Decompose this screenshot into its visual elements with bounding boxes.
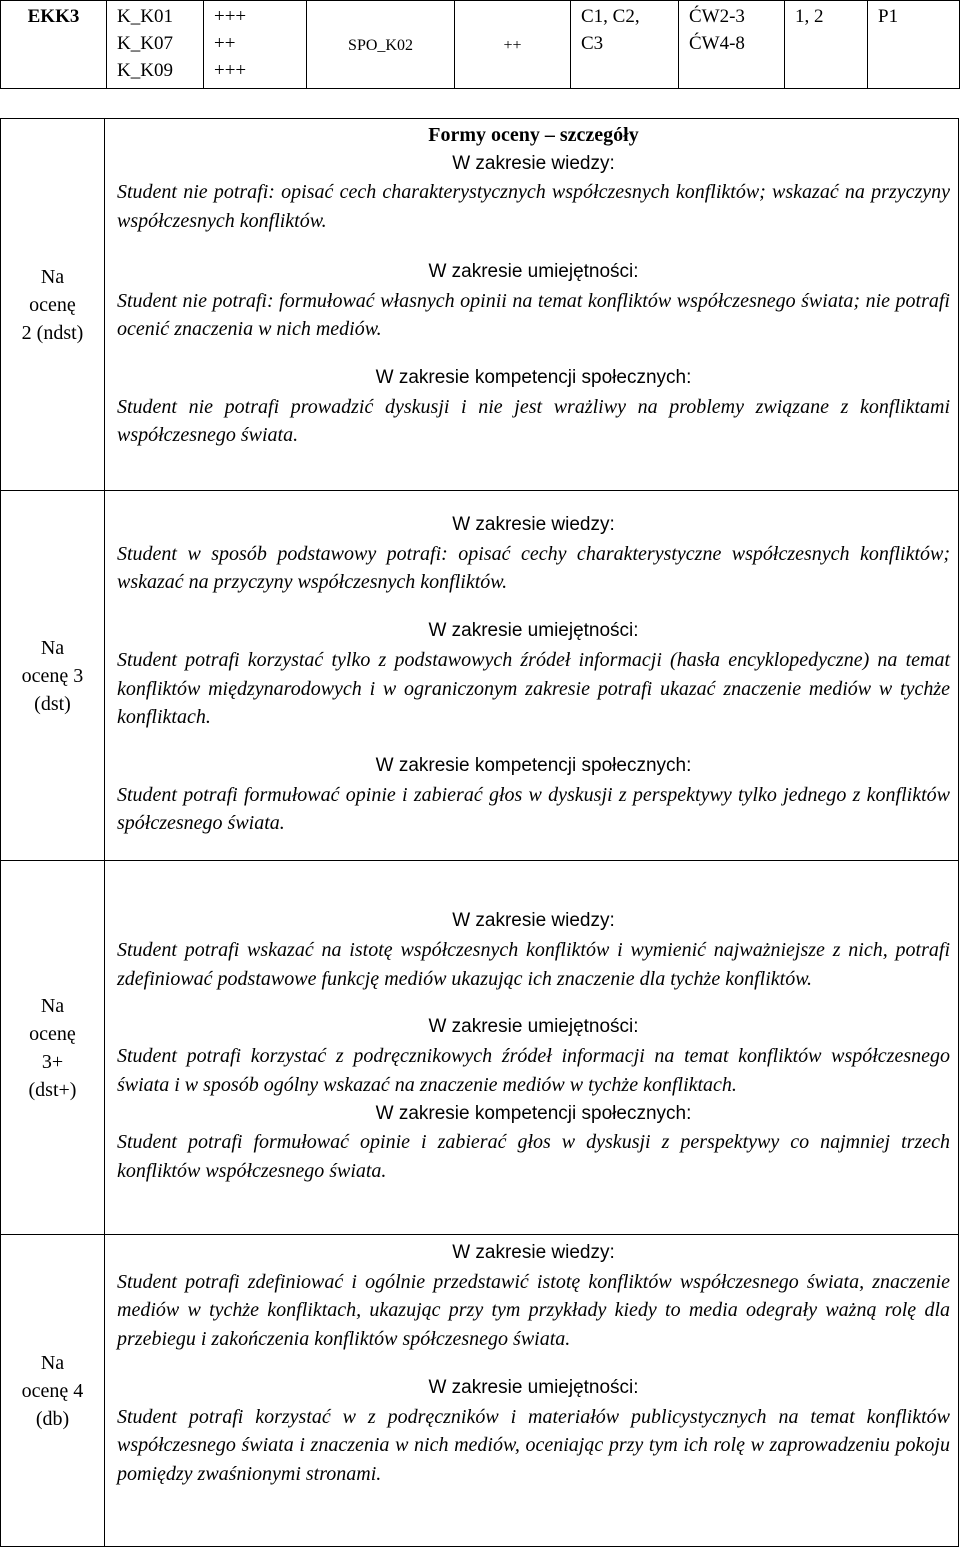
knowledge-criteria: Student potrafi zdefiniować i ogólnie przedstawić istotę konfliktów współczesnego świata, znaczenie mediów w tychże konfliktach, ukazując przy tym przykłady kiedy to media odegrały ważną rolę dla przebiegu i zakończenia konfliktów spółczesnego świata. <box>117 1270 950 1351</box>
skills-criteria: Student potrafi korzystać tylko z podstawowych źródeł informacji (hasła encyklopedyczne) na temat konfliktów międzynarodowych i w ograniczonym zakresie potrafi ukazać znaczenie mediów w tychże konfliktach. <box>117 648 950 729</box>
level-item: ++ <box>214 33 236 54</box>
exercises <box>679 1 785 89</box>
effect-levels <box>204 1 307 89</box>
grade-criteria <box>105 1235 959 1547</box>
effect-code: EKK3 <box>1 1 107 89</box>
grade-label: Na ocenę 3+ (dst+) <box>1 861 105 1235</box>
social-criteria: Student nie potrafi prowadzić dyskusji i nie jest wrażliwy na problemy związane z konfliktami współczesnego świata. <box>117 395 950 447</box>
learning-effects <box>107 1 204 89</box>
knowledge-criteria: Student w sposób podstawowy potrafi: opisać cechy charakterystyczne współczesnych konfliktów; wskazać na przyczyny współczesnych konfliktów. <box>117 542 950 594</box>
knowledge-criteria: Student nie potrafi: opisać cech charakterystycznych współczesnych konfliktów; wskazać na przyczyny współczesnych konfliktów. <box>117 181 950 233</box>
grade-criteria <box>105 861 959 1235</box>
knowledge-heading: W zakresie wiedzy: <box>452 1242 615 1263</box>
course-content <box>571 1 679 89</box>
effect-item: K_K07 <box>117 33 173 54</box>
p-ref: P1 <box>868 1 960 89</box>
social-heading: W zakresie kompetencji społecznych: <box>375 366 692 388</box>
grading-details-table <box>0 118 959 1547</box>
exercise-item: ĆW2-3 <box>689 6 745 27</box>
skills-criteria: Student nie potrafi: formułować własnych opinii na temat konfliktów współczesnego świata; nie potrafi ocenić znaczenia w nich mediów. <box>117 289 950 341</box>
social-criteria: Student potrafi formułować opinie i zabierać głos w dyskusji z perspektywy co najmniej trzech konfliktów współczesnego świata. <box>117 1131 950 1182</box>
content-item: C1, C2, <box>581 6 640 27</box>
details-title: Formy oceny – szczegóły <box>428 124 639 146</box>
grade-label: Na ocenę 4 (db) <box>1 1235 105 1547</box>
knowledge-heading: W zakresie wiedzy: <box>452 910 615 932</box>
skills-criteria: Student potrafi korzystać z podręcznikowych źródeł informacji na temat konfliktów współczesnego świata i w sposób ogólny wskazać na znaczenie mediów w tychże konfliktach. <box>117 1045 950 1096</box>
literature-ref: 1, 2 <box>785 1 868 89</box>
content-item: C3 <box>581 33 604 54</box>
knowledge-heading: W zakresie wiedzy: <box>452 152 615 174</box>
skills-heading: W zakresie umiejętności: <box>428 620 639 642</box>
grade-label: Na ocenę 3 (dst) <box>1 491 105 861</box>
spo-level: ++ <box>455 1 571 89</box>
social-heading: W zakresie kompetencji społecznych: <box>375 754 692 776</box>
grade-criteria <box>105 119 959 491</box>
grade-label: Na ocenę 2 (ndst) <box>1 119 105 491</box>
skills-heading: W zakresie umiejętności: <box>428 1376 639 1398</box>
effect-item: K_K01 <box>117 6 173 27</box>
skills-heading: W zakresie umiejętności: <box>428 1016 639 1038</box>
level-item: +++ <box>214 6 247 27</box>
social-criteria: Student potrafi formułować opinie i zabierać głos w dyskusji z perspektywy tylko jednego z konfliktów spółczesnego świata. <box>117 783 950 835</box>
level-item: +++ <box>214 60 247 81</box>
exercise-item: ĆW4-8 <box>689 33 745 54</box>
effects-row-table <box>0 0 960 89</box>
effect-item: K_K09 <box>117 60 173 81</box>
skills-criteria: Student potrafi korzystać w z podręczników i materiałów publicystycznych na temat konfliktów współczesnego świata i znaczenia w nich mediów, oceniając przy tym ich rolę w zaprowadzeniu pokoju pomiędzy zwaśnionymi stronami. <box>117 1405 950 1485</box>
social-heading: W zakresie kompetencji społecznych: <box>375 1102 692 1124</box>
knowledge-heading: W zakresie wiedzy: <box>452 513 615 535</box>
spo-code: SPO_K02 <box>307 1 455 89</box>
knowledge-criteria: Student potrafi wskazać na istotę współczesnych konfliktów i wymienić najważniejsze z nich, potrafi zdefiniować podstawowe funkcję mediów ukazując ich znaczenie dla tychże konfliktów. <box>117 939 950 990</box>
skills-heading: W zakresie umiejętności: <box>428 260 639 282</box>
grade-criteria <box>105 491 959 861</box>
